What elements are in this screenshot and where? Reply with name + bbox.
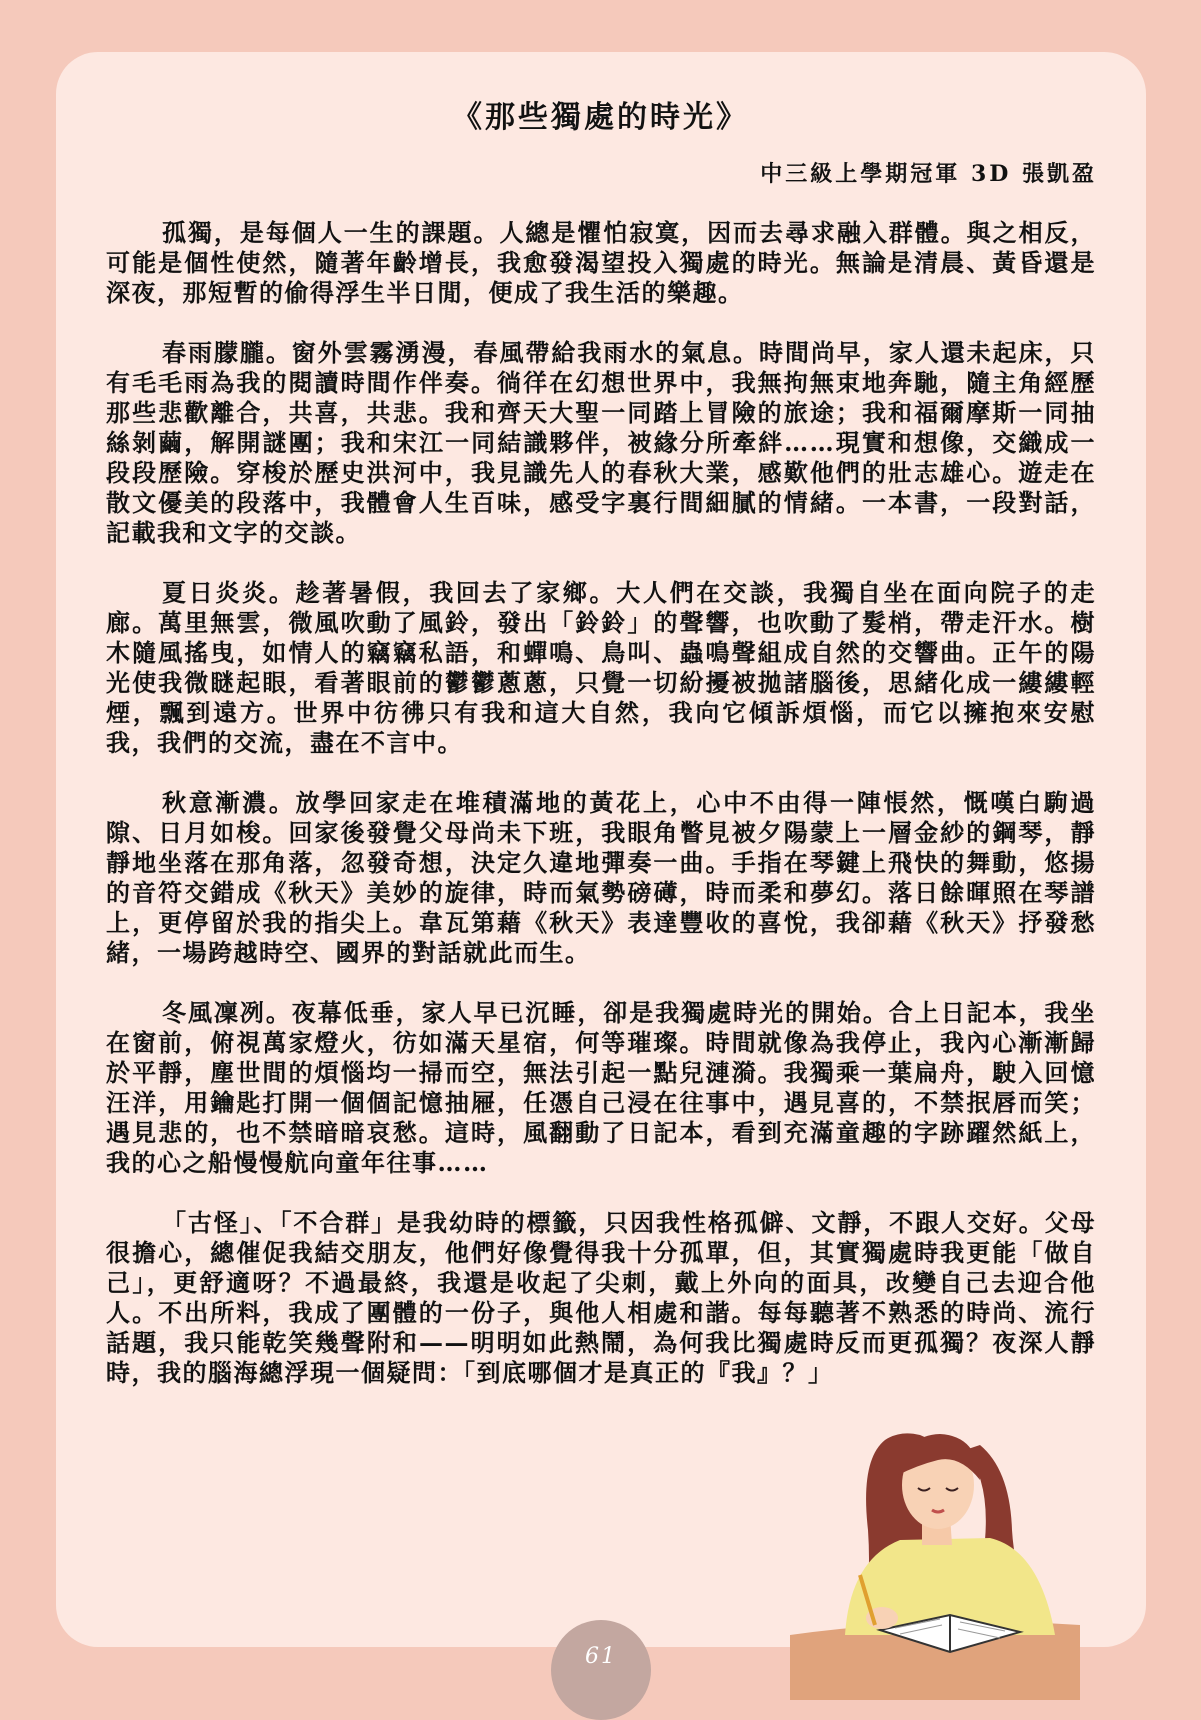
- paragraph-intro: 孤獨，是每個人一生的課題。人總是懼怕寂寞，因而去尋求融入群體。與之相反，可能是個性使然，隨著年齡增長，我愈發渴望投入獨處的時光。無論是清晨、黃昏還是深夜，那短暫的偷得浮生半日閒，便成了我生活的樂趣。: [106, 218, 1096, 307]
- paragraph-winter: 冬風凜冽。夜幕低垂，家人早已沉睡，卻是我獨處時光的開始。合上日記本，我坐在窗前，俯視萬家燈火，彷如滿天星宿，何等璀璨。時間就像為我停止，我內心漸漸歸於平靜，塵世間的煩惱均一掃而空，無法引起一點兒漣漪。我獨乘一葉扁舟，駛入回憶汪洋，用鑰匙打開一個個記憶抽屜，任憑自己浸在往事中，遇見喜的，不禁抿唇而笑；遇見悲的，也不禁暗暗哀愁。這時，風翻動了日記本，看到充滿童趣的字跡躍然紙上，我的心之船慢慢航向童年往事……: [106, 998, 1096, 1177]
- page-number-badge: [551, 1620, 651, 1720]
- paragraph-spring: 春雨朦朧。窗外雲霧湧漫，春風帶給我雨水的氣息。時間尚早，家人還未起床，只有毛毛雨為我的閱讀時間作伴奏。徜徉在幻想世界中，我無拘無束地奔馳，隨主角經歷那些悲歡離合，共喜，共悲。我和齊天大聖一同踏上冒險的旅途；我和福爾摩斯一同抽絲剝繭，解開謎團；我和宋江一同結識夥伴，被緣分所牽絆……現實和想像，交織成一段段歷險。穿梭於歷史洪河中，我見識先人的春秋大業，感歎他們的壯志雄心。遊走在散文優美的段落中，我體會人生百味，感受字裏行間細膩的情緒。一本書，一段對話，記載我和文字的交談。: [106, 338, 1096, 547]
- paragraph-autumn: 秋意漸濃。放學回家走在堆積滿地的黃花上，心中不由得一陣悵然，慨嘆白駒過隙、日月如梭。回家後發覺父母尚未下班，我眼角瞥見被夕陽蒙上一層金紗的鋼琴，靜靜地坐落在那角落，忽發奇想，決定久違地彈奏一曲。手指在琴鍵上飛快的舞動，悠揚的音符交錯成《秋天》美妙的旋律，時而氣勢磅礡，時而柔和夢幻。落日餘暉照在琴譜上，更停留於我的指尖上。韋瓦第藉《秋天》表達豐收的喜悅，我卻藉《秋天》抒發愁緒，一場跨越時空、國界的對話就此而生。: [106, 788, 1096, 967]
- girl-reading-illustration: [790, 1420, 1080, 1700]
- article-title: 《那些獨處的時光》: [452, 100, 749, 135]
- page-number: 61: [585, 1644, 617, 1669]
- author-byline: 中三級上學期冠軍 3D 張凱盈: [760, 161, 1097, 187]
- article-body: [106, 218, 1096, 1418]
- paragraph-summer: 夏日炎炎。趁著暑假，我回去了家鄉。大人們在交談，我獨自坐在面向院子的走廊。萬里無雲，微風吹動了風鈴，發出「鈴鈴」的聲響，也吹動了髮梢，帶走汗水。樹木隨風搖曳，如情人的竊竊私語，和蟬鳴、鳥叫、蟲鳴聲組成自然的交響曲。正午的陽光使我微瞇起眼，看著眼前的鬱鬱蔥蔥，只覺一切紛擾被拋諸腦後，思緒化成一縷縷輕煙，飄到遠方。世界中彷彿只有我和這大自然，我向它傾訴煩惱，而它以擁抱來安慰我，我們的交流，盡在不言中。: [106, 578, 1096, 757]
- paragraph-childhood: 「古怪」、「不合群」是我幼時的標籤，只因我性格孤僻、文靜，不跟人交好。父母很擔心，總催促我結交朋友，他們好像覺得我十分孤單，但，其實獨處時我更能「做自己」，更舒適呀？不過最終，我還是收起了尖刺，戴上外向的面具，改變自己去迎合他人。不出所料，我成了團體的一份子，與他人相處和諧。每每聽著不熟悉的時尚、流行話題，我只能乾笑幾聲附和——明明如此熱鬧，為何我比獨處時反而更孤獨？夜深人靜時，我的腦海總浮現一個疑問：「到底哪個才是真正的『我』？」: [106, 1208, 1096, 1387]
